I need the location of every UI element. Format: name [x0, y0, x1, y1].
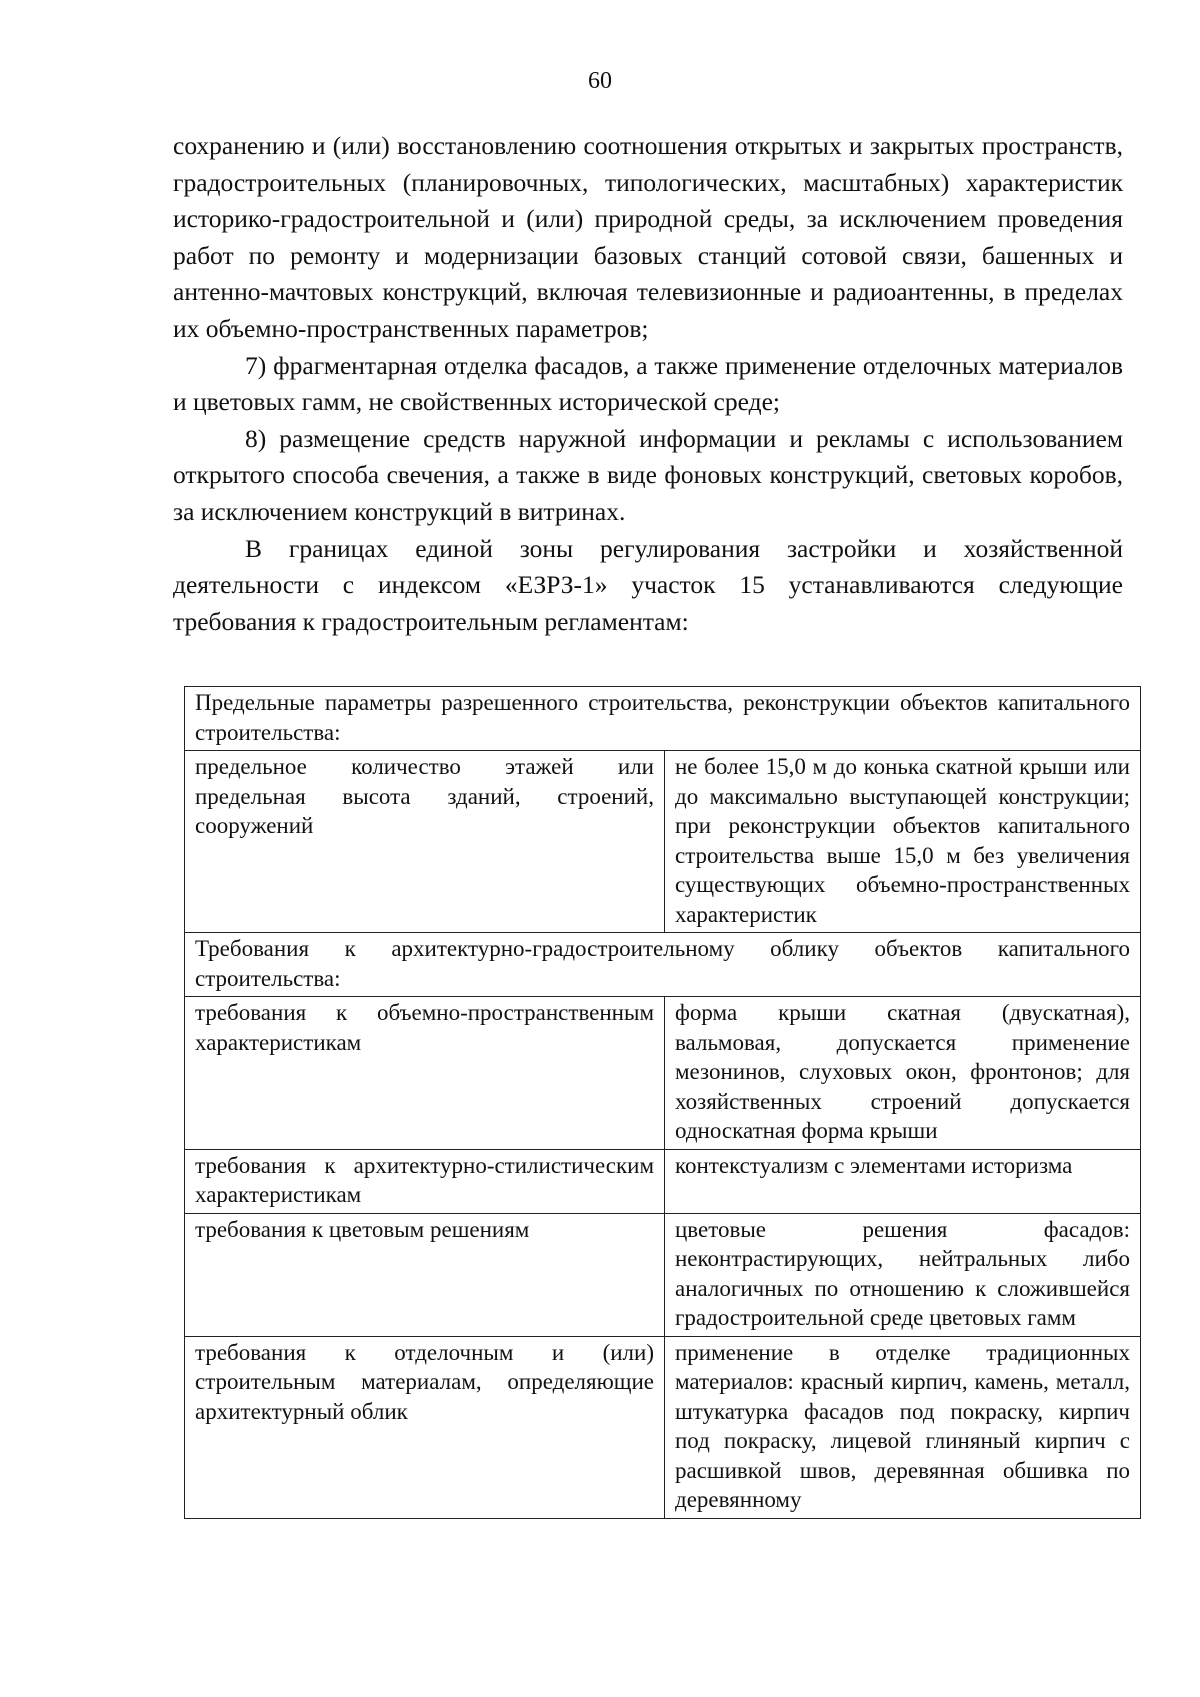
row-value: цветовые решения фасадов: неконтрастирующих, нейтральных либо аналогичных по отношению к сложившейся градостроительной среде цветовых гамм — [665, 1213, 1141, 1336]
table-row — [185, 997, 1141, 1150]
table-section-header-row — [185, 687, 1141, 751]
row-value: не более 15,0 м до конька скатной крыши или до максимально выступающей конструкции; при реконструкции объектов капитального строительства выше 15,0 м без увеличения существующих объемно-пространственных характеристик — [665, 751, 1141, 933]
page-number: 60 — [588, 68, 612, 94]
paragraph-continuation: сохранению и (или) восстановлению соотношения открытых и закрытых пространств, градостроительных (планировочных, типологических, масштабных) характеристик историко-градостроительной и (или) природной среды, за исключением проведения работ по ремонту и модернизации базовых станций сотовой связи, башенных и антенно-мачтовых конструкций, включая телевизионные и радиоантенны, в пределах их объемно-пространственных параметров; — [173, 131, 1123, 343]
row-label: требования к отделочным и (или) строительным материалам, определяющие архитектурный облик — [185, 1336, 665, 1518]
row-value: контекстуализм с элементами историзма — [665, 1149, 1141, 1213]
row-label: требования к объемно-пространственным характеристикам — [185, 997, 665, 1150]
paragraph-ezrz-intro: В границах единой зоны регулирования застройки и хозяйственной деятельности с индексом «ЕЗРЗ-1» участок 15 устанавливаются следующие требования к градостроительным регламентам: — [173, 533, 1123, 636]
table-row — [185, 1213, 1141, 1336]
row-label: требования к архитектурно-стилистическим характеристикам — [185, 1149, 665, 1213]
row-value: форма крыши скатная (двускатная), вальмовая, допускается применение мезонинов, слуховых окон, фронтонов; для хозяйственных строений допускается односкатная форма крыши — [665, 997, 1141, 1150]
row-label: предельное количество этажей или предельная высота зданий, строений, сооружений — [185, 751, 665, 933]
section-header-appearance: Требования к архитектурно-градостроительному облику объектов капитального строительства: — [185, 933, 1141, 997]
table-row — [185, 1149, 1141, 1213]
table-section-header-row — [185, 933, 1141, 997]
table-row — [185, 1336, 1141, 1518]
table-row — [185, 751, 1141, 933]
paragraph-item-8: 8) размещение средств наружной информации и рекламы с использованием открытого способа свечения, а также в виде фоновых конструкций, световых коробов, за исключением конструкций в витринах. — [173, 423, 1123, 526]
row-value: применение в отделке традиционных материалов: красный кирпич, камень, металл, штукатурка фасадов под покраску, кирпич под покраску, лицевой глиняный кирпич с расшивкой швов, деревянная обшивка по деревянному — [665, 1336, 1141, 1518]
paragraph-item-7: 7) фрагментарная отделка фасадов, а также применение отделочных материалов и цветовых гамм, не свойственных исторической среде; — [173, 350, 1123, 417]
regulations-table — [184, 686, 1141, 1519]
body-text — [173, 128, 1123, 640]
row-label: требования к цветовым решениям — [185, 1213, 665, 1336]
section-header-parameters: Предельные параметры разрешенного строительства, реконструкции объектов капитального строительства: — [185, 687, 1141, 751]
